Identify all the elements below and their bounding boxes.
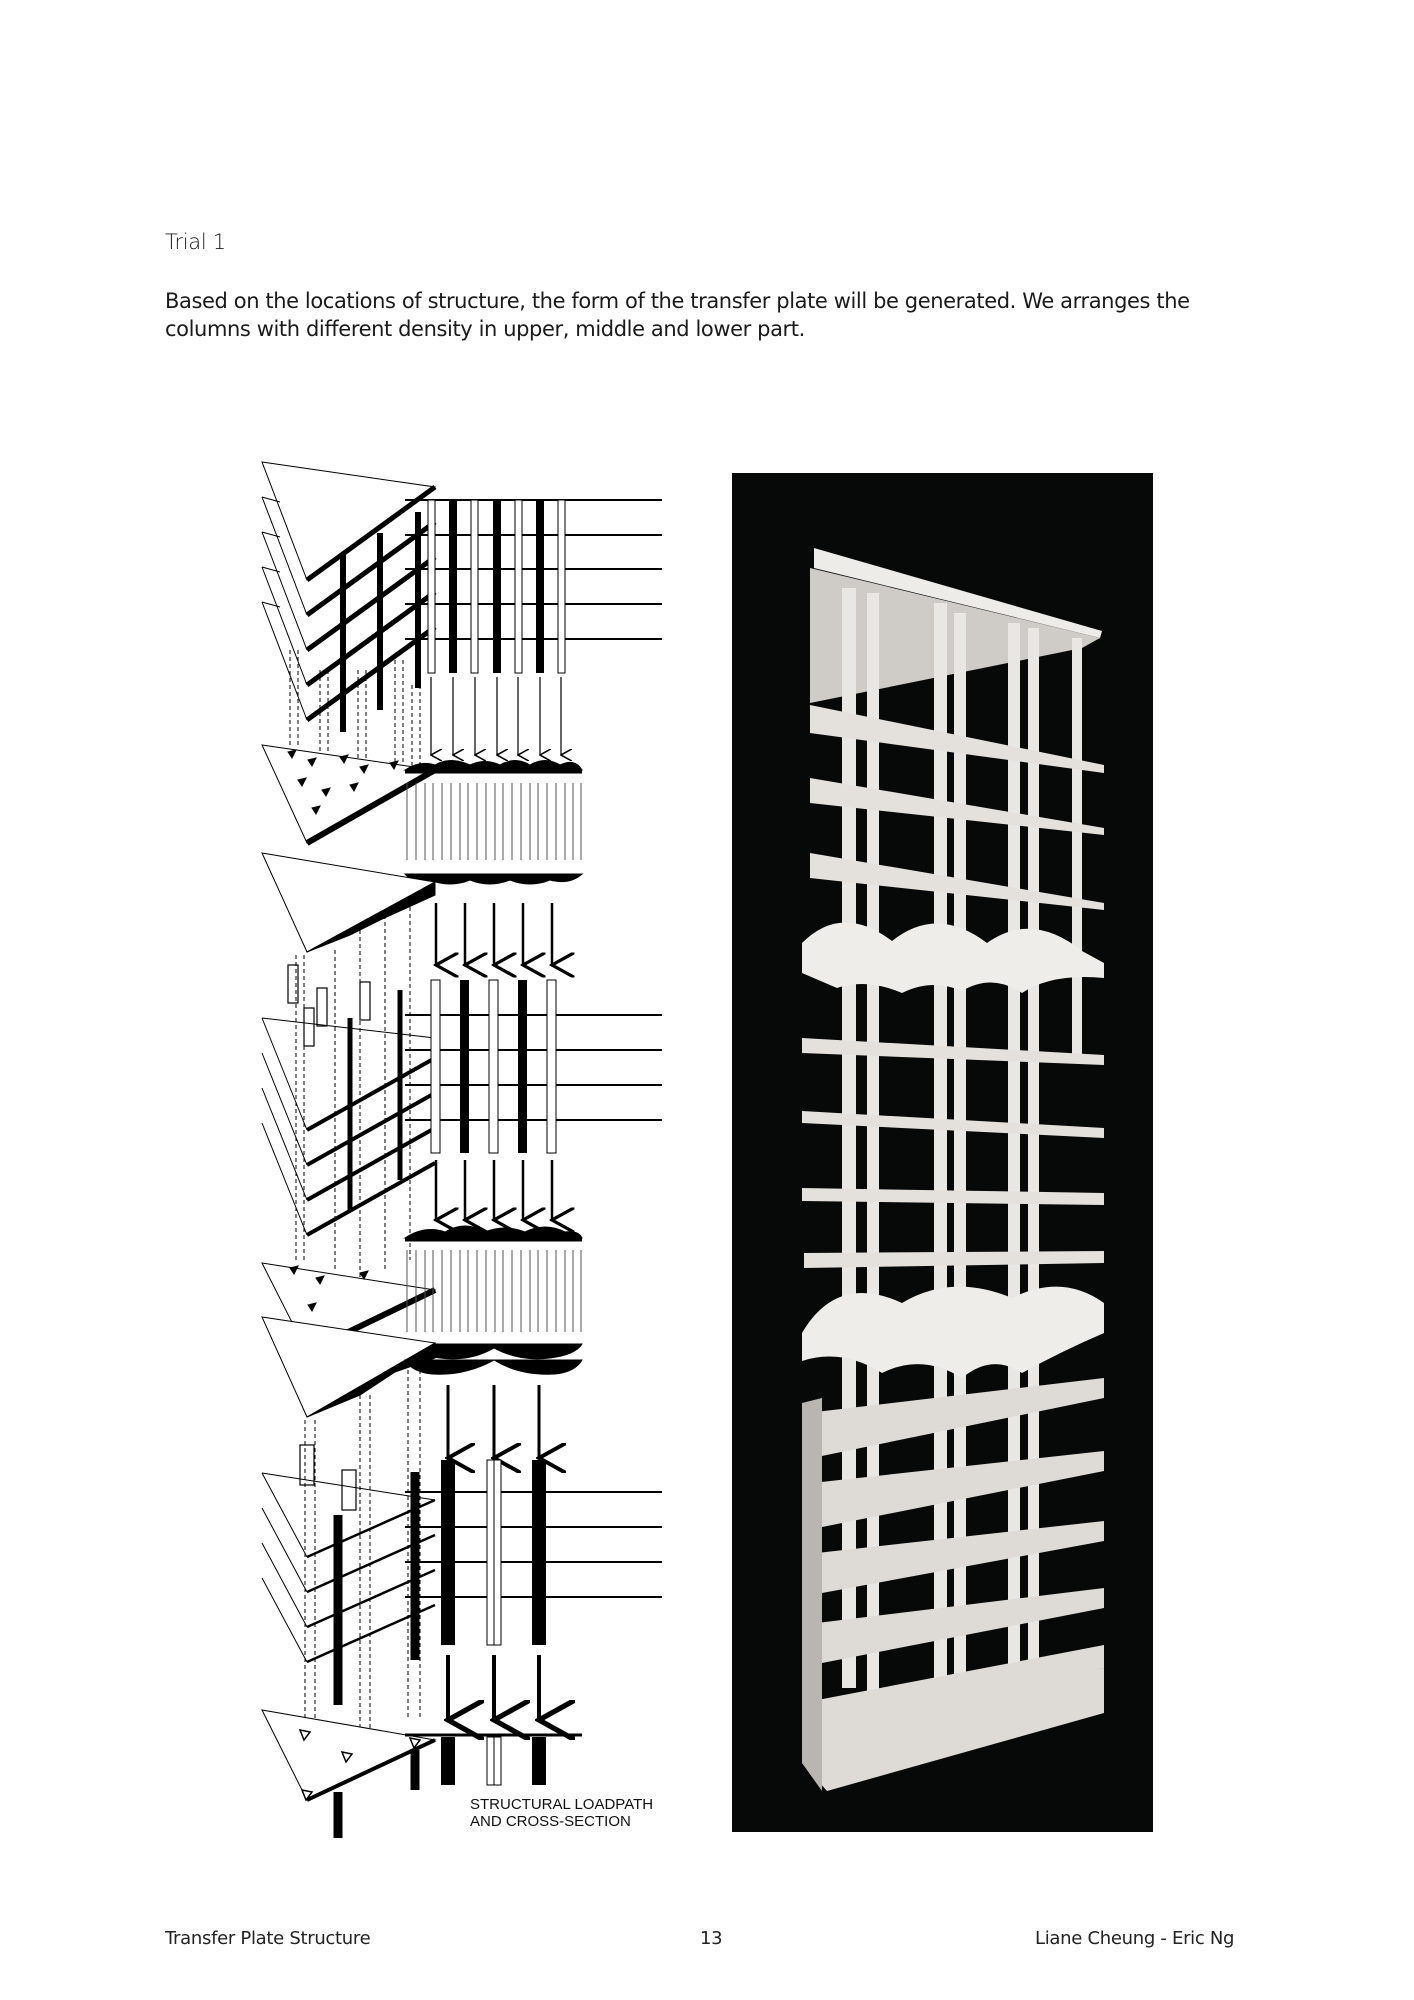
footer-title: Transfer Plate Structure	[165, 1928, 371, 1949]
caption-line-2: AND CROSS-SECTION	[470, 1813, 631, 1830]
tower-model-image	[732, 473, 1153, 1832]
footer-authors: Liane Cheung - Eric Ng	[1035, 1928, 1235, 1949]
section-heading: Trial 1	[165, 230, 226, 254]
page-number: 13	[700, 1928, 723, 1949]
caption-line-1: STRUCTURAL LOADPATH	[470, 1796, 654, 1813]
structural-diagram	[260, 460, 680, 1840]
body-paragraph: Based on the locations of structure, the form of the transfer plate will be generated. We arranges the columns with different density in upper, middle and lower part.	[165, 289, 1190, 341]
model-photo	[732, 473, 1153, 1832]
axonometric-and-loadpath-diagrams	[260, 460, 680, 1840]
figure-caption	[470, 1796, 653, 1830]
